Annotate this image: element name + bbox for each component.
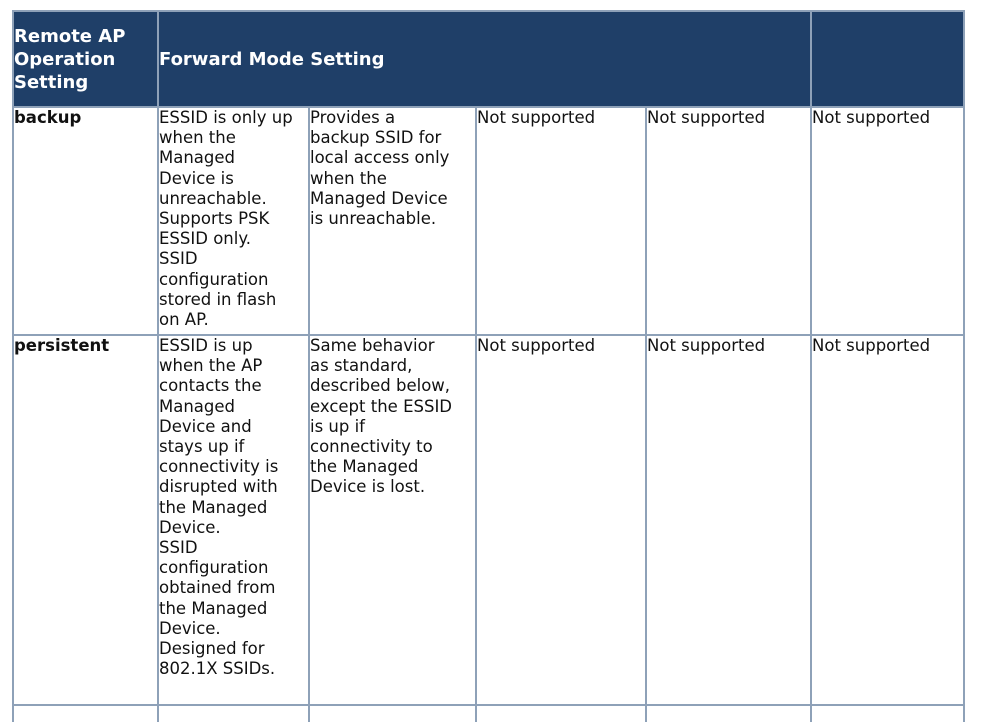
remote-ap-forward-mode-table	[12, 10, 965, 722]
cell-text-line: as standard,	[310, 356, 413, 376]
cell-text-line: Managed	[159, 396, 236, 416]
backup-support-cell-3: Not supported	[811, 107, 964, 335]
cell-text-line: 802.1X SSIDs.	[159, 659, 276, 679]
cell-text-line: is up if	[310, 416, 365, 436]
persistent-support-cell-2: Not supported	[646, 335, 811, 705]
cell-text-line: obtained from	[159, 578, 276, 598]
next-row-fragment	[13, 705, 964, 722]
cell-text-line: Provides a	[310, 108, 396, 127]
cell-text-line: the Managed	[159, 598, 268, 618]
cell-text-line: the Managed	[310, 457, 419, 477]
cell-text-line: unreachable.	[159, 188, 267, 208]
cell-text-line: Designed for	[159, 639, 265, 659]
cell-text-line: Device is	[159, 168, 234, 188]
cell-text-line: the Managed	[159, 497, 268, 517]
table-row	[13, 335, 964, 705]
fragment-cell	[811, 705, 964, 722]
header-forward-mode-setting: Forward Mode Setting	[158, 11, 811, 107]
table-header	[13, 11, 964, 107]
cell-text-line: described below,	[310, 376, 451, 396]
cell-text-line: Device.	[159, 618, 221, 638]
cell-text-line: ESSID is up	[159, 336, 253, 355]
cell-text-line: Managed Device	[310, 188, 448, 208]
header-line: Remote AP	[14, 25, 126, 47]
backup-access-description-cell	[309, 107, 476, 335]
cell-text-line: local access only	[310, 148, 450, 168]
persistent-connectivity-description-cell	[309, 335, 476, 705]
fragment-cell	[158, 705, 309, 722]
header-line: Operation	[14, 48, 116, 70]
cell-text-line: SSID	[159, 249, 198, 269]
cell-text-line: connectivity is	[159, 457, 279, 477]
backup-support-cell-2: Not supported	[646, 107, 811, 335]
header-empty-cell	[811, 11, 964, 107]
persistent-support-cell-1: Not supported	[476, 335, 646, 705]
cell-text-line: when the AP	[159, 356, 263, 376]
cell-text-line: except the ESSID	[310, 396, 453, 416]
row-label-persistent: persistent	[13, 335, 158, 705]
cell-text-line: Device and	[159, 416, 252, 436]
cell-text-line: configuration	[159, 558, 269, 578]
cell-text-line: when the	[310, 168, 387, 188]
table-body	[13, 107, 964, 722]
cell-text-line: ESSID only.	[159, 229, 251, 249]
cell-text-line: on AP.	[159, 310, 209, 330]
header-line: Setting	[14, 71, 89, 93]
cell-text-line: Device.	[159, 517, 221, 537]
header-row	[13, 11, 964, 107]
cell-text-line: Supports PSK	[159, 209, 270, 229]
cell-text-line: SSID	[159, 538, 198, 558]
cell-text-line: stored in flash	[159, 289, 277, 309]
backup-ssid-behavior-cell	[158, 107, 309, 335]
fragment-cell	[13, 705, 158, 722]
cell-text-line: ESSID is only up	[159, 108, 293, 127]
backup-support-cell-1: Not supported	[476, 107, 646, 335]
cell-text-line: backup SSID for	[310, 128, 442, 148]
cell-text-line: when the	[159, 128, 236, 148]
cell-text-line: configuration	[159, 269, 269, 289]
cell-text-line: contacts the	[159, 376, 262, 396]
cell-text-line: Managed	[159, 148, 236, 168]
header-remote-ap-operation-setting	[13, 11, 158, 107]
cell-text-line: stays up if	[159, 437, 245, 457]
cell-text-line: connectivity to	[310, 437, 433, 457]
fragment-cell	[646, 705, 811, 722]
cell-text-line: disrupted with	[159, 477, 278, 497]
cell-text-line: is unreachable.	[310, 209, 437, 229]
cell-text-line: Device is lost.	[310, 477, 426, 497]
persistent-support-cell-3: Not supported	[811, 335, 964, 705]
cell-text-line: Same behavior	[310, 336, 435, 355]
table-row	[13, 107, 964, 335]
fragment-cell	[309, 705, 476, 722]
persistent-ssid-behavior-cell	[158, 335, 309, 705]
row-label-backup: backup	[13, 107, 158, 335]
fragment-cell	[476, 705, 646, 722]
